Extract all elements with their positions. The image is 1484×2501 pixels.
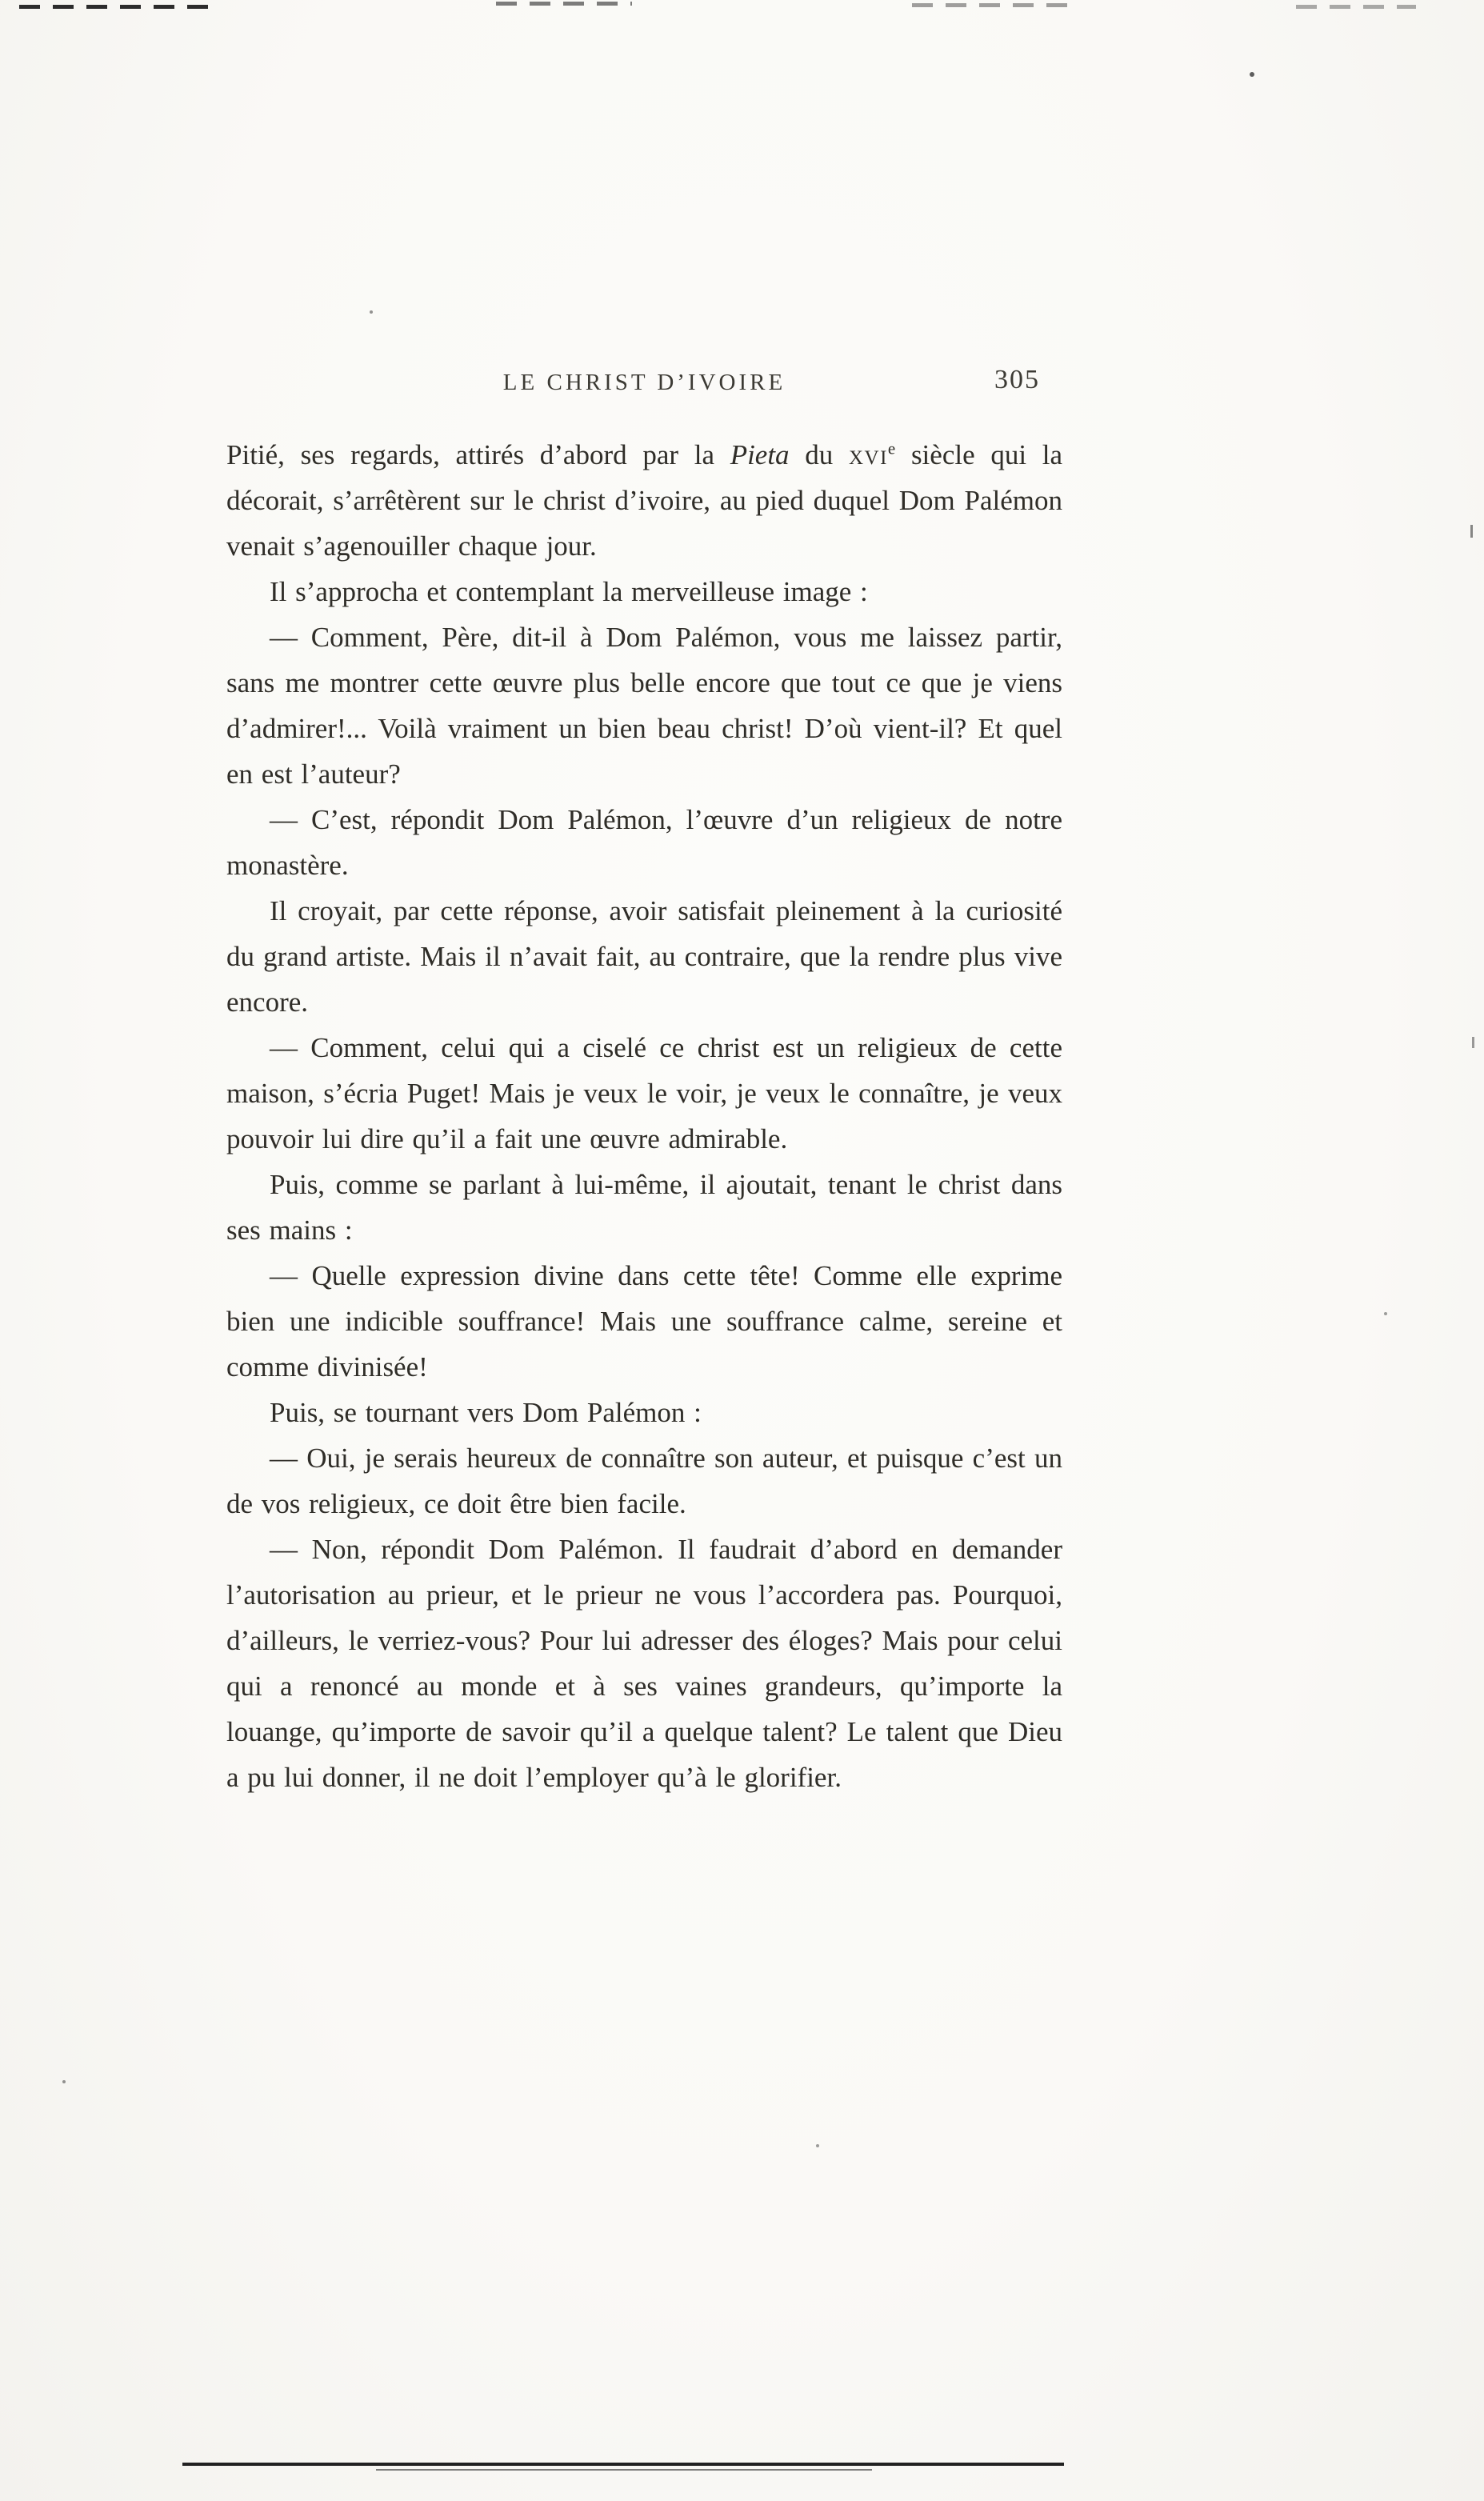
text-segment: — Oui, je serais heureux de connaître son auteur, et puisque c’est un de vos religieux, ce doit être bien facile. — [226, 1443, 1062, 1519]
text-block — [226, 432, 1062, 1800]
text-segment: Il croyait, par cette réponse, avoir satisfait pleinement à la curiosité du grand artiste. Mais il n’avait fait, au contraire, que la rendre plus vive encore. — [226, 895, 1062, 1018]
paragraph — [226, 569, 1062, 614]
paragraph — [226, 432, 1062, 569]
paragraph — [226, 1390, 1062, 1435]
text-segment: e — [887, 438, 896, 458]
text-segment: Puis, se tournant vers Dom Palémon : — [270, 1397, 702, 1428]
text-segment: — Comment, celui qui a ciselé ce christ est un religieux de cette maison, s’écria Puget! Mais je veux le voir, je veux le connaître, je veux pouvoir lui dire qu’il a fait une œuvre admirable. — [226, 1032, 1062, 1154]
paragraph — [226, 614, 1062, 797]
page-number: 305 — [994, 365, 1040, 394]
scan-artifact-top-far-right — [1296, 5, 1416, 9]
scan-artifact-speck — [816, 2144, 819, 2147]
scan-artifact-speck — [1472, 1037, 1474, 1048]
paragraph — [226, 888, 1062, 1025]
text-segment: xvi — [848, 439, 888, 470]
paragraph — [226, 1253, 1062, 1390]
scan-artifact-speck — [370, 310, 373, 314]
scan-artifact-speck — [1470, 525, 1473, 538]
paragraph — [226, 1435, 1062, 1527]
text-segment: — Quelle expression divine dans cette tête! Comme elle exprime bien une indicible souffrance! Mais une souffrance calme, sereine et comme divinisée! — [226, 1260, 1062, 1383]
scan-artifact-speck — [1250, 72, 1254, 77]
scan-artifact-speck — [62, 2080, 66, 2083]
scan-artifact-top-right — [912, 3, 1072, 7]
text-segment: Pitié, ses regards, attirés d’abord par la — [226, 439, 730, 470]
text-segment: — Non, répondit Dom Palémon. Il faudrait d’abord en demander l’autorisation au prieur, et le prieur ne vous l’accordera pas. Pourquoi, d’ailleurs, le verriez-vous? Pour lui adresser des éloges? Mais pour celui qui a renoncé au monde et à ses vaines grandeurs, qu’importe la louange, qu’importe de savoir qu’il a quelque talent? Le talent que Dieu a pu lui donner, il ne doit l’employer qu’à le glorifier. — [226, 1534, 1062, 1793]
paragraph — [226, 1025, 1062, 1162]
text-segment: siècle qui la décorait, s’arrêtèrent sur le christ d’ivoire, au pied duquel Dom Palémon venait s’agenouiller chaque jour. — [226, 439, 1062, 562]
scan-artifact-top-left — [19, 5, 219, 9]
text-segment: Pieta — [730, 439, 790, 470]
page-header — [226, 365, 1062, 406]
text-segment: Puis, comme se parlant à lui-même, il ajoutait, tenant le christ dans ses mains : — [226, 1169, 1062, 1246]
text-segment: — C’est, répondit Dom Palémon, l’œuvre d’un religieux de notre monastère. — [226, 804, 1062, 881]
paragraph — [226, 1527, 1062, 1800]
scan-artifact-bottom-rule — [182, 2463, 1064, 2466]
scan-artifact-bottom-rule-2 — [376, 2469, 872, 2471]
paragraph — [226, 797, 1062, 888]
paragraph — [226, 1162, 1062, 1253]
text-segment: du — [789, 439, 849, 470]
scan-artifact-top-mid — [496, 2, 632, 6]
text-segment: — Comment, Père, dit-il à Dom Palémon, vous me laissez partir, sans me montrer cette œuvre plus belle encore que tout ce que je viens d’admirer!... Voilà vraiment un bien beau christ! D’où vient-il? Et quel en est l’auteur? — [226, 622, 1062, 790]
scan-artifact-speck — [1384, 1312, 1387, 1315]
text-segment: Il s’approcha et contemplant la merveilleuse image : — [270, 576, 868, 607]
running-title: LE CHRIST D’IVOIRE — [502, 370, 786, 395]
